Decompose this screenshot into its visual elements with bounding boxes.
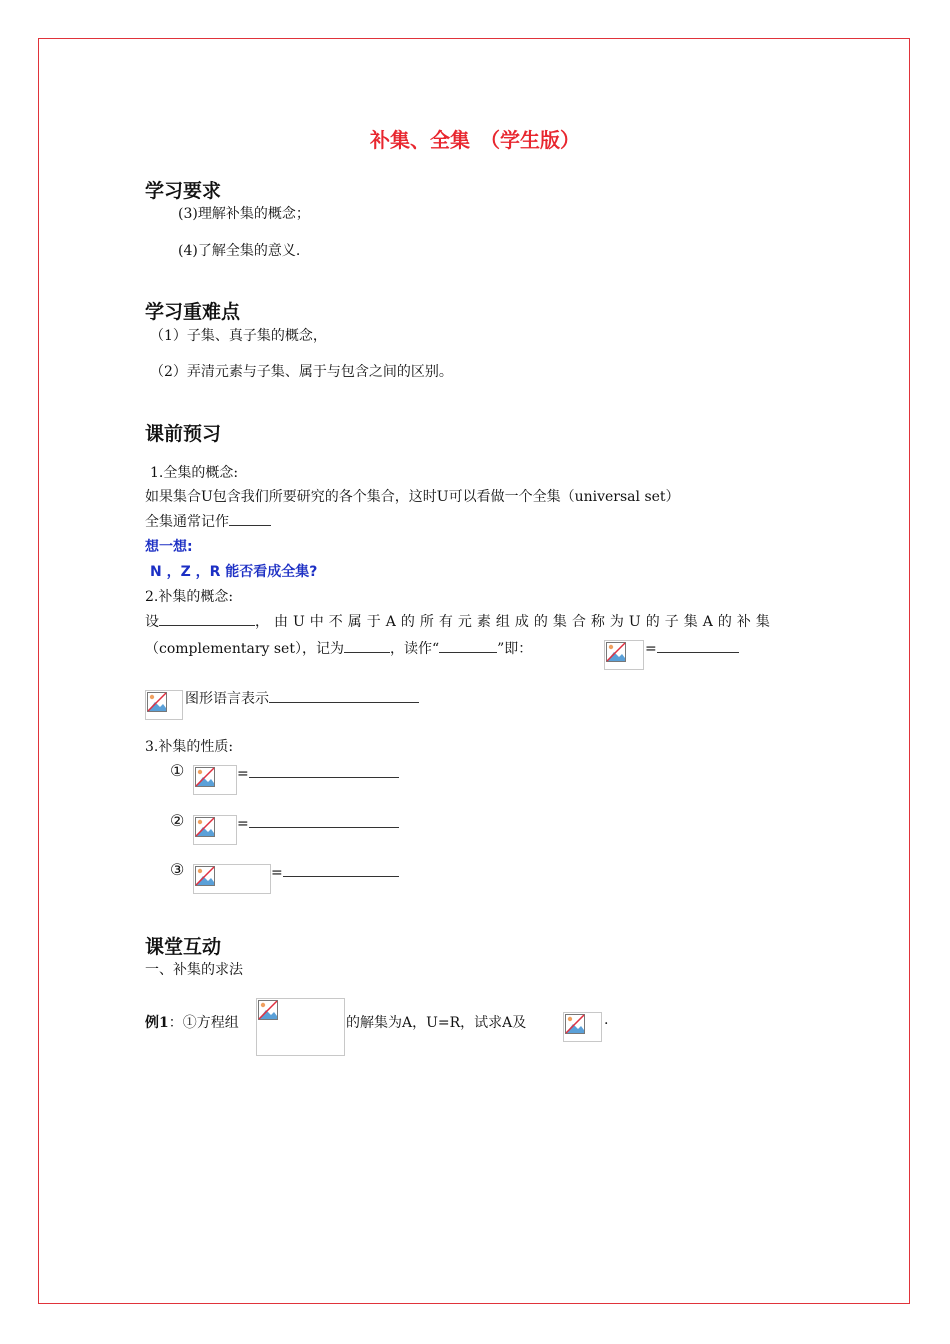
notation-blank[interactable] [229, 511, 271, 526]
complement-def-line2 [145, 638, 532, 658]
preview-heading: 课前预习 [145, 423, 222, 445]
equals-sign: = [645, 641, 657, 657]
universal-set-label: 1.全集的概念: [150, 465, 239, 481]
interaction-subheading: 一、补集的求法 [145, 962, 243, 978]
requirement-item: (3)理解补集的概念； [178, 206, 310, 222]
property-blank[interactable] [249, 763, 399, 778]
example-text: ：①方程组 [168, 1015, 239, 1031]
graph-blank[interactable] [269, 688, 419, 703]
page-title: 补集、全集 （学生版） [370, 128, 580, 152]
think-question: N ，Z ，R 能否看成全集? [150, 564, 318, 580]
def-text: （complementary set），记为 [145, 641, 344, 657]
property-blank[interactable] [249, 813, 399, 828]
interaction-heading: 课堂互动 [145, 936, 222, 958]
complement-image-icon [563, 1012, 602, 1042]
property-image-icon [193, 815, 237, 845]
requirement-item: (4)了解全集的意义. [178, 243, 301, 259]
property-marker: ① [170, 761, 185, 780]
key-point-item: （1）子集、真子集的概念， [150, 328, 327, 344]
key-points-heading: 学习重难点 [145, 301, 241, 323]
property-image-icon [193, 765, 237, 795]
def-blank[interactable] [159, 611, 255, 626]
equals-sign: = [237, 816, 249, 832]
graph-language [185, 688, 419, 708]
equation-system-image-icon [256, 998, 345, 1056]
complement-label: 2.补集的概念: [145, 589, 234, 605]
example-line [145, 1012, 239, 1032]
universal-set-notation [145, 511, 271, 531]
property-marker: ③ [170, 860, 185, 879]
property-blank[interactable] [283, 862, 399, 877]
complement-def-line1 [145, 611, 775, 631]
property-image-icon [193, 864, 271, 894]
def-text: 设 [145, 614, 159, 630]
formula-image-icon [604, 640, 644, 670]
def-text: ，读作“ [389, 641, 440, 657]
def-text: ”即： [497, 641, 533, 657]
notation-blank[interactable] [344, 638, 390, 653]
complement-formula [645, 638, 739, 657]
example-text: 的解集为A，U=R，试求A及 [346, 1015, 527, 1031]
equals-sign: = [237, 766, 249, 782]
key-point-item: （2）弄清元素与子集、属于与包含之间的区别。 [150, 364, 453, 380]
property-marker: ② [170, 811, 185, 830]
property-equation [237, 813, 399, 832]
properties-label: 3.补集的性质: [145, 739, 234, 755]
def-text: ，由U中不属于A的所有元素组成的集合称为U的子集A的补集 [255, 614, 775, 630]
formula-blank[interactable] [657, 638, 739, 653]
notation-text: 全集通常记作 [145, 514, 229, 530]
universal-set-definition: 如果集合U包含我们所要研究的各个集合，这时U可以看做一个全集（universal set） [145, 489, 680, 505]
reading-blank[interactable] [439, 638, 497, 653]
requirements-heading: 学习要求 [145, 180, 222, 202]
page-border [38, 38, 910, 1304]
example-end: . [604, 1012, 609, 1028]
venn-image-icon [145, 690, 183, 720]
equals-sign: = [271, 865, 283, 881]
graph-text: 图形语言表示 [185, 691, 269, 707]
property-equation [271, 862, 399, 881]
property-equation [237, 763, 399, 782]
example-label: 例1 [145, 1015, 169, 1031]
think-label: 想一想: [145, 539, 193, 555]
